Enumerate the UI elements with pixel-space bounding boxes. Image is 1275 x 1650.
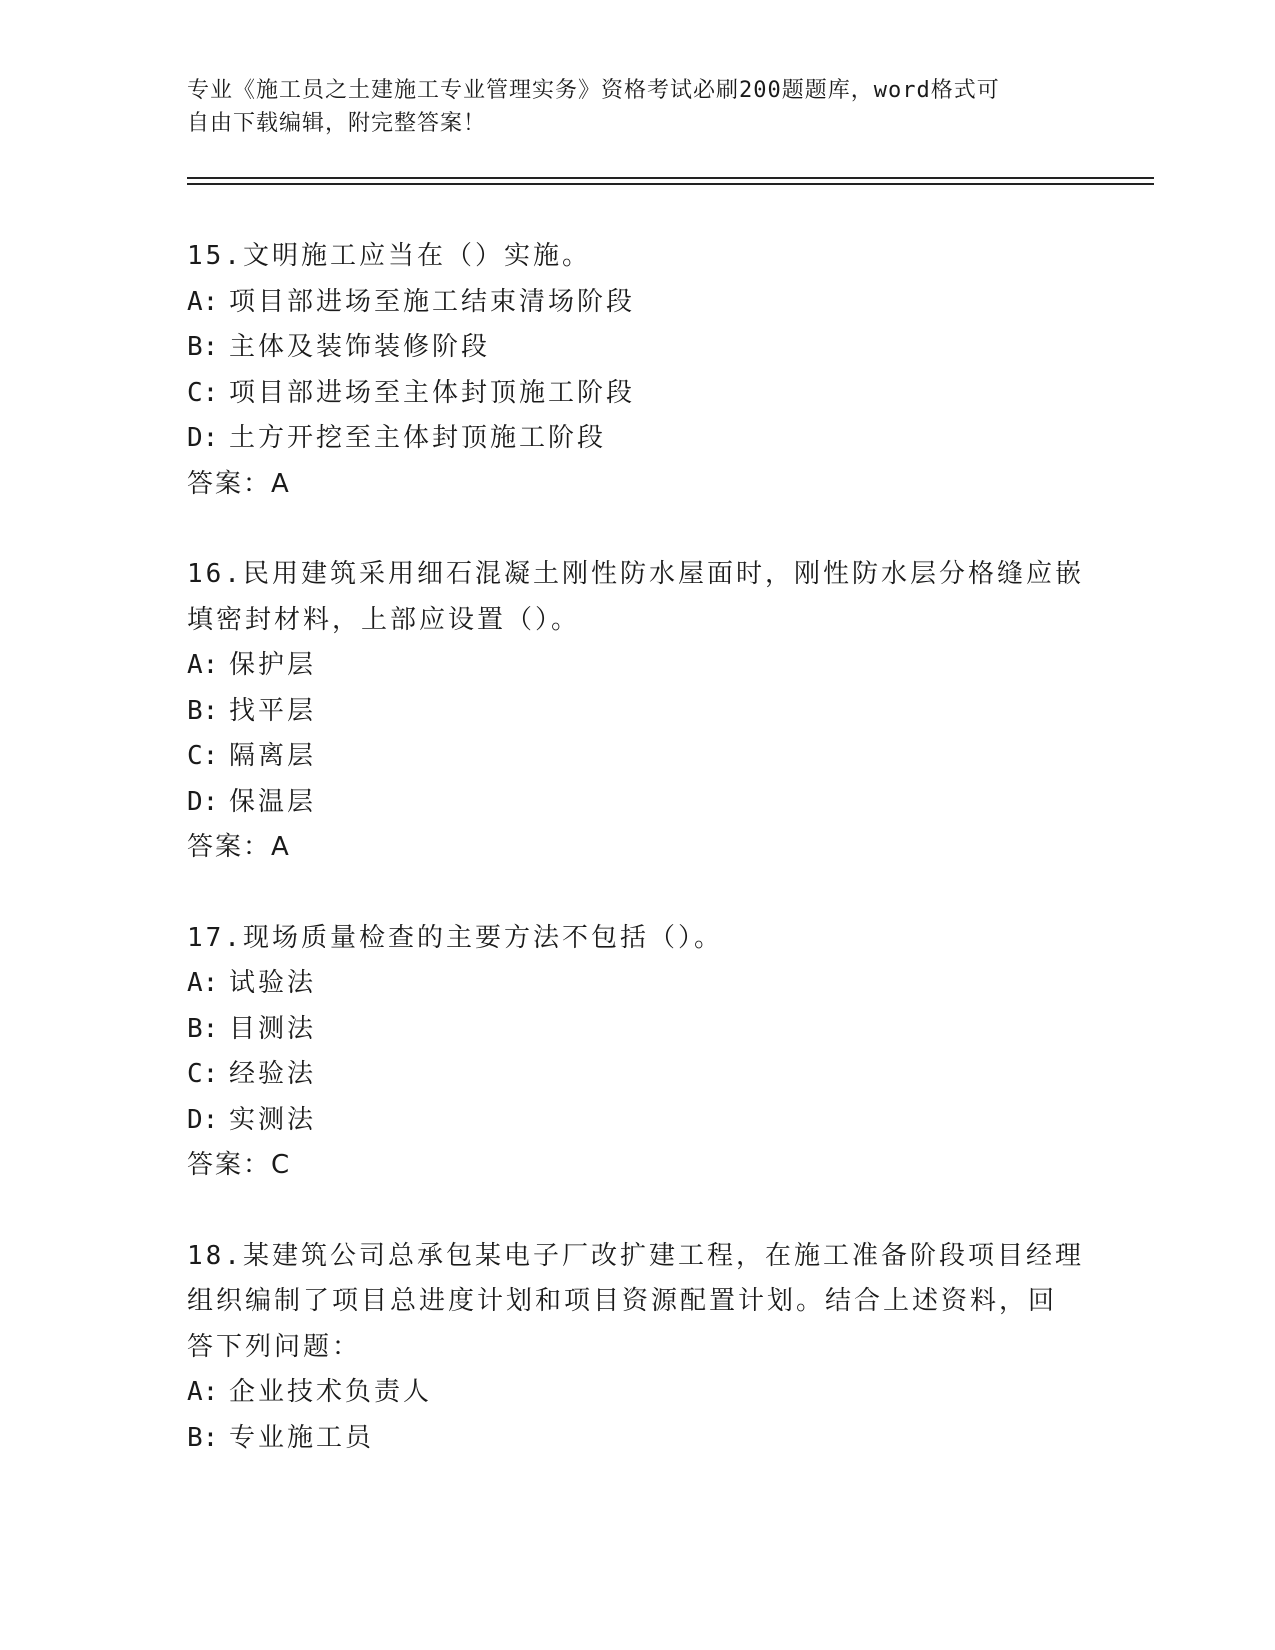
option-letter: B: <box>187 1013 219 1044</box>
option-letter: C: <box>187 1059 219 1089</box>
option-text: 土方开挖至主体封顶施工阶段 <box>229 423 607 453</box>
option-d <box>187 416 1067 462</box>
header-line-2: 自由下载编辑，附完整答案！ <box>187 111 487 136</box>
option-text: 保温层 <box>229 786 317 817</box>
question-stem: 17.现场质量检查的主要方法不包括（）。 <box>187 922 723 953</box>
option-letter: A: <box>187 650 219 680</box>
option-b <box>187 689 1067 735</box>
option-c <box>187 1052 1067 1098</box>
option-text: 目测法 <box>229 1013 317 1044</box>
option-text: 找平层 <box>229 695 317 726</box>
option-d <box>187 780 1067 826</box>
question-stem: 18.某建筑公司总承包某电子厂改扩建工程，在施工准备阶段项目经理 <box>187 1240 1084 1271</box>
option-text: 专业施工员 <box>229 1422 375 1453</box>
option-text: 企业技术负责人 <box>229 1377 433 1407</box>
header-divider-top <box>187 177 1154 179</box>
option-a <box>187 961 1067 1007</box>
option-a <box>187 1370 1067 1416</box>
header-line-1: 专业《施工员之土建施工专业管理实务》资格考试必刷200题题库，word格式可 <box>187 78 1000 103</box>
question-stem-continued: 组织编制了项目总进度计划和项目资源配置计划。结合上述资料，回 <box>187 1286 1058 1316</box>
option-text: 保护层 <box>229 650 317 680</box>
option-text: 实测法 <box>229 1104 317 1135</box>
option-letter: D: <box>187 786 219 817</box>
question-18 <box>187 1234 1084 1462</box>
answer-line: 答案：A <box>187 832 291 862</box>
document-header <box>187 74 1067 140</box>
option-letter: A: <box>187 286 219 317</box>
question-stem-continued: 填密封材料，上部应设置（）。 <box>187 604 581 635</box>
option-c <box>187 734 1067 780</box>
option-text: 主体及装饰装修阶段 <box>229 332 491 362</box>
option-letter: C: <box>187 377 219 408</box>
option-letter: D: <box>187 1104 219 1135</box>
question-17 <box>187 916 1067 1189</box>
answer-line: 答案：C <box>187 1150 292 1180</box>
option-a <box>187 643 1067 689</box>
option-letter: B: <box>187 1422 219 1453</box>
question-stem-continued: 答下列问题： <box>187 1331 362 1362</box>
answer-line: 答案：A <box>187 468 291 499</box>
option-letter: C: <box>187 741 219 771</box>
option-letter: B: <box>187 332 219 362</box>
option-d <box>187 1098 1067 1144</box>
option-text: 项目部进场至施工结束清场阶段 <box>229 286 636 317</box>
option-letter: A: <box>187 1377 219 1407</box>
option-text: 试验法 <box>229 968 317 998</box>
option-b <box>187 1416 1067 1462</box>
option-b <box>187 325 1067 371</box>
question-list <box>187 234 1084 1461</box>
option-letter: D: <box>187 423 219 453</box>
option-text: 隔离层 <box>229 741 317 771</box>
option-text: 项目部进场至主体封顶施工阶段 <box>229 377 636 408</box>
option-text: 经验法 <box>229 1059 317 1089</box>
option-a <box>187 280 1067 326</box>
header-divider-bottom <box>187 183 1154 185</box>
option-letter: A: <box>187 968 219 998</box>
question-15 <box>187 234 1067 507</box>
option-c <box>187 371 1067 417</box>
option-b <box>187 1007 1067 1053</box>
question-stem: 15.文明施工应当在（）实施。 <box>187 241 591 271</box>
option-letter: B: <box>187 695 219 726</box>
question-stem: 16.民用建筑采用细石混凝土刚性防水屋面时，刚性防水层分格缝应嵌 <box>187 559 1084 589</box>
question-16 <box>187 552 1084 871</box>
